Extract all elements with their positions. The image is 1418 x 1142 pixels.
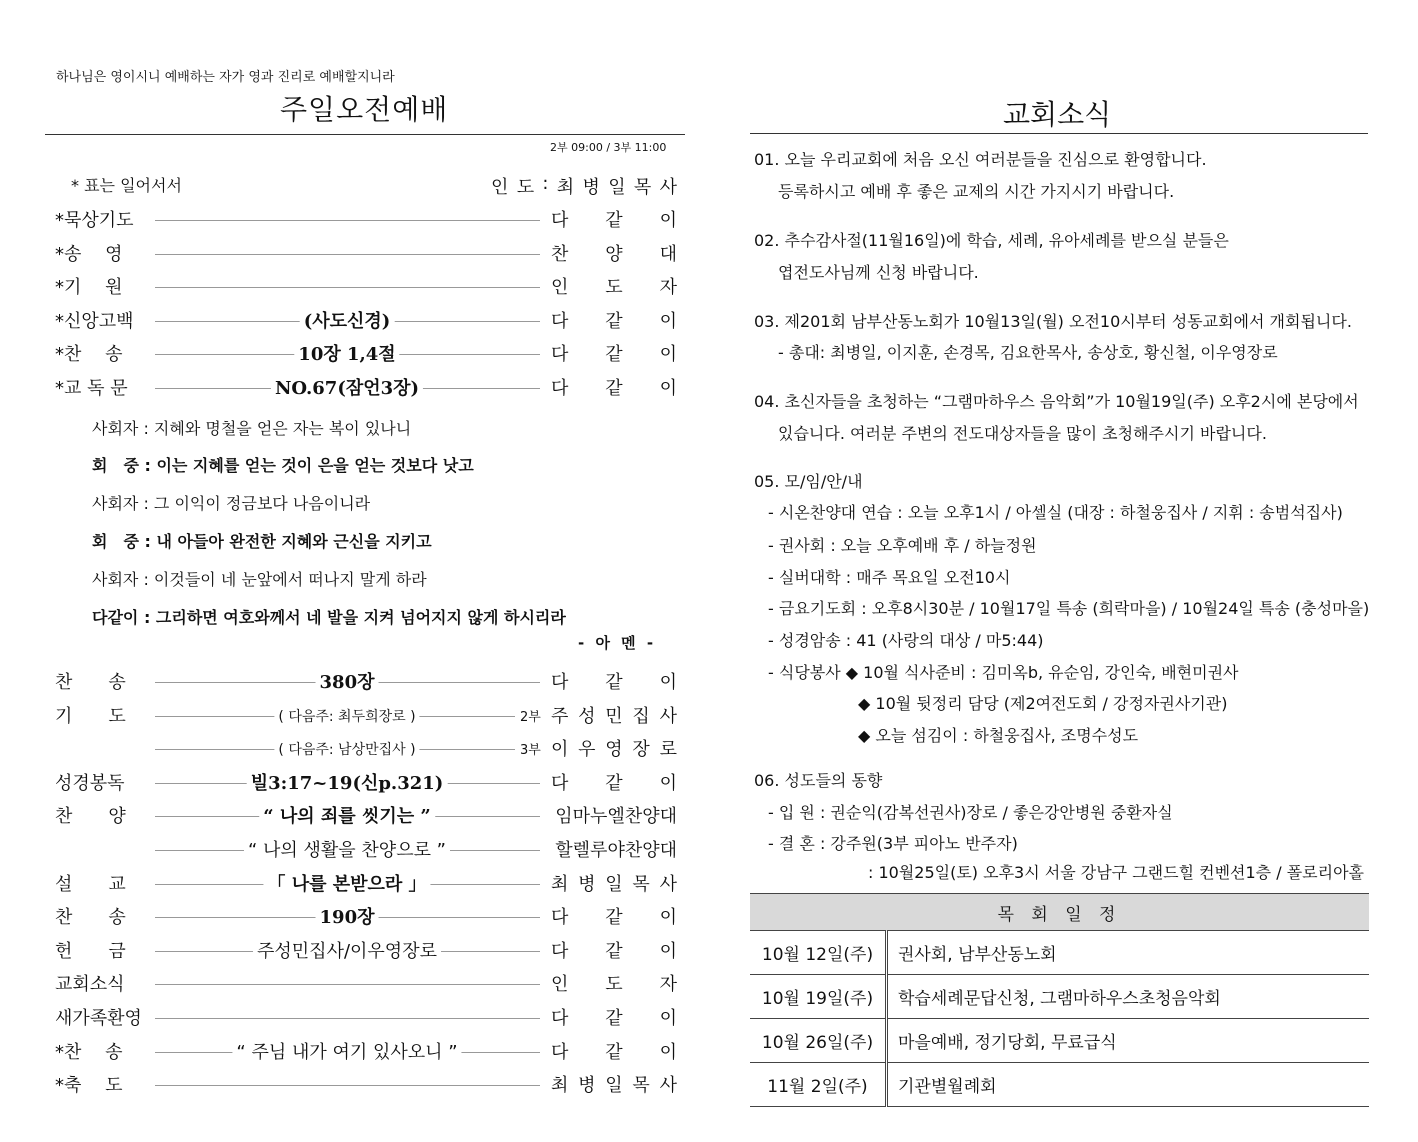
leader-char: 목 [632,1075,650,1097]
leader-char: 다 [551,344,569,366]
leader-char: 인 [551,974,569,996]
order-label: 찬 송 [55,907,126,929]
leader-char: 이 [659,210,677,231]
schedule-date: 10월 12일(주) [750,931,887,975]
leader-char: 이 [659,907,677,929]
news-line: 03. 제201회 남부산동노회가 10월13일(월) 오전10시부터 성동교회에서 개회됩니다. [754,312,1352,331]
order-content: 10장 1,4절 [294,340,399,366]
order-row [55,802,677,832]
order-row [55,1038,677,1068]
leader-char: 영 [605,739,623,761]
schedule-row [750,1063,1369,1107]
leader-char: 목 [632,873,650,895]
news-line: - 시온찬양대 연습 : 오늘 오후1시 / 아셀실 (대장 : 하철웅집사 / 지휘 : 송범석집사) [768,503,1343,522]
order-row [55,307,677,337]
order-content: ( 다음주: 남상만집사 ) [274,739,419,759]
order-content: 주성민집사/이우영장로 [253,937,441,963]
schedule-date: 11월 2일(주) [750,1063,887,1107]
leader-line [155,254,540,255]
leader-char: 사 [659,177,677,198]
order-row [55,273,677,303]
leader-char: 일 [605,1075,623,1097]
order-content: “ 주님 내가 여기 있사오니 ” [232,1038,461,1064]
leader-char: 이 [659,772,677,794]
order-row [55,870,677,900]
leader-char: 병 [582,177,600,198]
order-label: 찬 송 [55,672,126,693]
order-row [55,735,677,765]
leader-char: 같 [605,378,623,399]
order-row [55,903,677,933]
news-line: 등록하시고 예배 후 좋은 교제의 시간 가지시기 바랍니다. [778,182,1175,201]
order-leader [551,1004,677,1030]
order-label: *묵상기도 [55,210,134,231]
schedule-title: 목 회 일 정 [750,894,1369,931]
responsive-line: 사회자 : 그 이익이 정금보다 나음이니라 [92,494,371,513]
news-line: - 실버대학 : 매주 목요일 오전10시 [768,568,1011,587]
leader-char: 사 [659,705,677,727]
order-label: *신앙고백 [55,310,134,332]
leader-char: 사 [659,873,677,895]
leader-char: 이 [659,378,677,399]
news-line: ◆ 10월 뒷정리 담당 (제2여전도회 / 강정자권사기관) [858,694,1228,713]
order-leader [551,273,677,299]
leader-char: 할렐루야찬양대 [555,840,677,861]
order-content: 380장 [316,668,379,694]
motto: 하나님은 영이시니 예배하는 자가 영과 진리로 예배할지니라 [56,70,395,85]
order-leader [551,769,677,795]
order-content: (사도신경) [300,307,395,333]
order-row [55,1071,677,1101]
order-row [55,702,677,732]
order-leader [551,1071,677,1097]
leader-char: 이 [659,310,677,332]
leader-char: 민 [605,705,623,727]
order-row [55,836,677,866]
news-line: 05. 모/임/안/내 [754,472,863,491]
order-content: “ 나의 죄를 씻기는 ” [259,802,435,828]
news-line: ◆ 오늘 섬김이 : 하철웅집사, 조명수성도 [858,726,1139,745]
leader-line [155,984,540,985]
leader-char: 이 [659,940,677,962]
order-content: 190장 [316,903,379,929]
leader-char: 도 [605,277,623,299]
leader-char: 도 [516,177,535,198]
order-label: 헌 금 [55,940,126,962]
leader-char: 같 [605,344,623,366]
leader-char: 최 [551,1075,569,1097]
order-label: 성경봉독 [55,772,125,794]
order-leader [551,206,677,232]
schedule-event: 마을예배, 정기당회, 무료급식 [887,1019,1370,1063]
leader-char: 같 [605,1041,623,1063]
news-line: - 성경암송 : 41 (사랑의 대상 / 마5:44) [768,631,1044,650]
order-content: NO.67(잠언3장) [271,374,423,400]
order-label: *축 도 [55,1075,123,1097]
leader-char: 이 [659,1041,677,1063]
news-line: - 금요기도회 : 오후8시30분 / 10월17일 특송 (희락마을) / 10월24일 특송 (충성마을) [768,599,1370,618]
leader-char: 사 [659,1075,677,1097]
news-line: - 식당봉사 ◆ 10월 식사준비 : 김미옥b, 유순임, 강인숙, 배현미권사 [768,663,1239,682]
order-label: *기 원 [55,277,123,299]
order-leader [551,668,677,694]
leader-char: 다 [551,772,569,794]
order-leader [551,340,677,366]
leader-char: 장 [632,739,650,761]
news-line: 엽전도사님께 신청 바랍니다. [778,263,979,282]
leader-char: 병 [578,1075,596,1097]
leader-char: 자 [659,277,677,299]
leader-char: 인 [491,177,509,198]
leader-char: 임마누엘찬양대 [555,806,677,828]
schedule-row [750,1019,1369,1063]
order-leader [555,802,677,828]
order-leader [551,870,677,896]
news-line: 02. 추수감사절(11월16일)에 학습, 세례, 유아세례를 받으실 분들은 [754,231,1229,250]
leader-line [155,1018,540,1019]
leader-char: 주 [551,705,569,727]
schedule-event: 기관별월례회 [887,1063,1370,1107]
leader-char: 다 [551,940,569,962]
order-row [55,970,677,1000]
order-row [55,374,677,404]
schedule-event: 권사회, 남부산동노회 [887,931,1370,975]
order-label: 기 도 [55,705,126,727]
news-line: - 결 혼 : 강주원(3부 피아노 반주자) [768,834,1018,853]
leader-char: 성 [578,705,596,727]
news-line: 01. 오늘 우리교회에 처음 오신 여러분들을 진심으로 환영합니다. [754,150,1207,169]
leader-char: 일 [605,873,623,895]
leader-char: 집 [632,705,650,727]
order-leader [551,937,677,963]
leader-char: 이 [551,739,569,761]
schedule-date: 10월 19일(주) [750,975,887,1019]
news-line: - 입 원 : 권순익(감복선권사)장로 / 좋은강안병원 중환자실 [768,803,1173,822]
responsive-line: 회 중 : 내 아들아 완전한 지혜와 근신을 지키고 [92,532,432,551]
leader-char: 다 [551,310,569,332]
order-content: 「 나를 본받으라 」 [263,870,430,896]
news-line: 있습니다. 여러분 주변의 전도대상자들을 많이 초청해주시기 바랍니다. [778,424,1267,443]
responsive-line: 사회자 : 지혜와 명철을 얻은 자는 복이 있나니 [92,419,412,438]
order-row [55,668,677,698]
schedule-row [750,975,1369,1019]
order-leader [551,374,677,400]
leader-line [155,287,540,288]
divider [750,133,1368,134]
order-content: “ 나의 생활을 찬양으로 ” [244,836,450,862]
leader-char: : [542,173,549,194]
leader-char: 최 [556,177,575,198]
leader-char: 다 [551,378,569,399]
order-row [55,206,677,236]
schedule-table [750,893,1369,1107]
leader-line [155,220,540,221]
order-leader [551,240,677,266]
leader-char: 같 [605,940,623,962]
leader-char: 일 [608,177,626,198]
news-line: : 10월25일(토) 오후3시 서울 강남구 그랜드힐 컨벤션1층 / 폴로리아홀 [868,863,1364,882]
leader-char: 같 [605,672,623,693]
news-line: - 총대: 최병일, 이지훈, 손경목, 김요한목사, 송상호, 황신철, 이우영장로 [778,343,1278,362]
divider [45,134,685,135]
order-label: 설 교 [55,873,126,895]
leader-char: 우 [578,739,596,761]
order-content: ( 다음주: 최두희장로 ) [274,706,419,726]
leader-char: 이 [659,344,677,366]
news-line: - 권사회 : 오늘 오후예배 후 / 하늘정원 [768,536,1037,555]
leader-char: 다 [551,672,569,693]
page-title: 주일오전예배 [280,93,449,126]
leader-char: 다 [551,210,569,231]
order-leader [551,307,677,333]
order-label: 새가족환영 [55,1008,142,1029]
leader-name [491,173,677,199]
leader-char: 목 [633,177,652,198]
order-label: *찬 송 [55,344,123,366]
order-row [55,937,677,967]
order-row [55,340,677,370]
schedule-row [750,931,1369,975]
leader-char: 같 [605,210,623,231]
leader-char: 찬 [551,243,569,265]
responsive-line: 다같이 : 그리하면 여호와께서 네 발을 지켜 넘어지지 않게 하시리라 [92,608,566,627]
leader-char: 다 [551,1041,569,1063]
leader-char: 양 [605,243,623,265]
leader-char: 병 [578,873,596,895]
schedule-date: 10월 26일(주) [750,1019,887,1063]
order-leader [551,903,677,929]
leader-char: 같 [605,772,623,794]
leader-char: 대 [659,243,677,265]
leader-char: 도 [605,974,623,996]
service-part: 3부 [520,743,541,759]
order-row [55,769,677,799]
leader-char: 다 [551,1008,569,1029]
leader-char: 최 [551,873,569,895]
leader-char: 다 [551,907,569,929]
service-part: 2부 [520,709,541,725]
leader-char: 자 [659,974,677,996]
order-label: 찬 양 [55,806,126,828]
order-label: *찬 송 [55,1041,123,1063]
schedule-event: 학습세례문답신청, 그램마하우스초청음악회 [887,975,1370,1019]
leader-char: 같 [605,1008,623,1029]
order-leader [551,735,677,761]
leader-char: 같 [605,310,623,332]
order-label: 교회소식 [55,974,125,996]
order-label: *교 독 문 [55,378,128,399]
order-leader [551,702,677,728]
news-title: 교회소식 [1003,98,1112,131]
service-times: 2부 09:00 / 3부 11:00 [550,141,667,154]
news-line: 04. 초신자들을 초청하는 “그램마하우스 음악회”가 10월19일(주) 오후2시에 본당에서 [754,392,1359,411]
leader-line [155,1085,540,1086]
leader-char: 로 [659,739,677,761]
responsive-line: 회 중 : 이는 지혜를 얻는 것이 은을 얻는 것보다 낫고 [92,456,474,475]
order-leader [551,970,677,996]
order-row [55,240,677,270]
order-row [55,1004,677,1034]
order-leader [551,1038,677,1064]
leader-char: 이 [659,1008,677,1029]
responsive-line: 사회자 : 이것들이 네 눈앞에서 떠나지 말게 하라 [92,570,427,589]
standing-note: * 표는 일어서서 [71,176,182,195]
order-label: *송 영 [55,243,123,265]
leader-char: 이 [659,672,677,693]
leader-char: 인 [551,277,569,299]
leader-char: 같 [605,907,623,929]
amen: - 아 멘 - [578,634,657,652]
news-line: 06. 성도들의 동향 [754,771,883,790]
order-leader [555,836,677,862]
note-row [55,173,677,203]
order-content: 빌3:17~19(신p.321) [247,769,448,795]
